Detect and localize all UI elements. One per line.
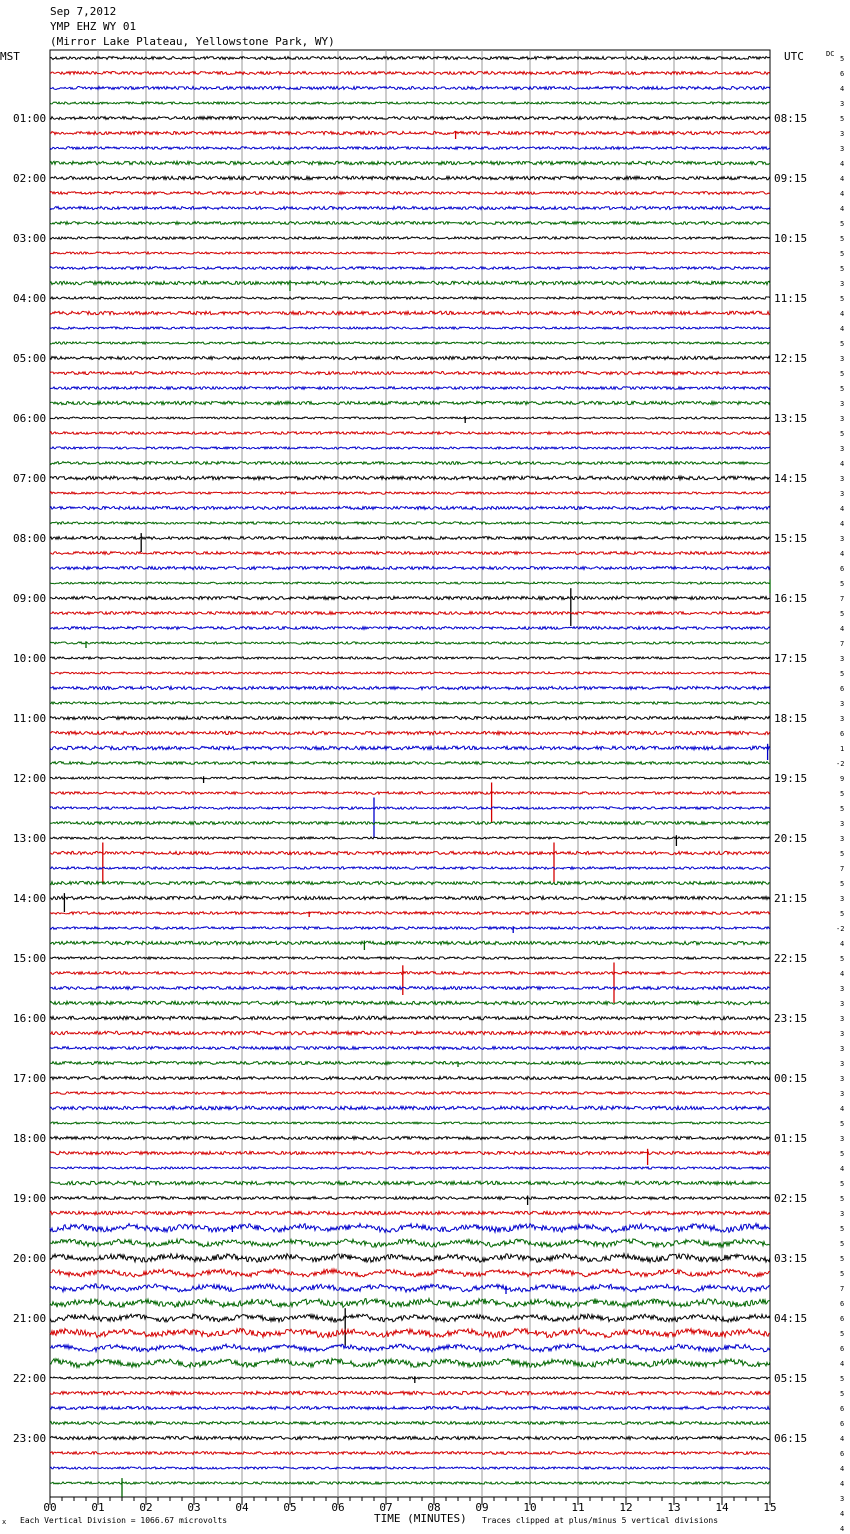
dc-offset-9: 4 (840, 190, 845, 198)
dc-offset-96: 3 (840, 1495, 845, 1503)
trace-row-79 (50, 1239, 770, 1247)
dc-offset-84: 6 (840, 1315, 845, 1323)
dc-offset-74: 4 (840, 1165, 845, 1173)
dc-offset-32: 3 (840, 535, 845, 543)
dc-offset-21: 5 (840, 370, 845, 378)
x-tick-label-03: 03 (187, 1501, 201, 1514)
dc-offset-69: 3 (840, 1090, 845, 1098)
trace-row-47 (50, 762, 770, 765)
dc-offset-1: 6 (840, 70, 845, 78)
dc-offset-30: 4 (840, 505, 845, 513)
mst-label-2300: 23:00 (13, 1432, 47, 1445)
utc-label-2115: 21:15 (774, 892, 808, 905)
trace-row-10 (50, 207, 770, 210)
utc-label-0815: 08:15 (774, 112, 808, 125)
trace-row-58 (50, 927, 770, 930)
utc-label-0315: 03:15 (774, 1252, 808, 1265)
trace-row-57 (50, 912, 770, 915)
dc-offset-72: 3 (840, 1135, 845, 1143)
utc-label-1815: 18:15 (774, 712, 808, 725)
mst-label-2200: 22:00 (13, 1372, 47, 1385)
seismic-traces (50, 57, 770, 1498)
dc-offset-37: 5 (840, 610, 845, 618)
dc-offset-50: 5 (840, 805, 845, 813)
mst-label-1600: 16:00 (13, 1012, 47, 1025)
dc-offset-11: 5 (840, 220, 845, 228)
dc-offset-52: 3 (840, 835, 845, 843)
trace-row-6 (50, 147, 770, 150)
trace-row-44 (50, 716, 770, 719)
trace-row-25 (50, 432, 770, 435)
trace-row-12 (50, 237, 770, 239)
dc-offset-79: 5 (840, 1240, 845, 1248)
dc-offset-40: 3 (840, 655, 845, 663)
dc-offset-76: 5 (840, 1195, 845, 1203)
trace-row-53 (50, 851, 770, 854)
trace-row-19 (50, 342, 770, 344)
dc-offset-56: 3 (840, 895, 845, 903)
trace-row-76 (50, 1197, 770, 1200)
trace-row-73 (50, 1151, 770, 1154)
dc-offset-54: 7 (840, 865, 845, 873)
trace-row-11 (50, 222, 770, 225)
utc-label-1615: 16:15 (774, 592, 808, 605)
trace-row-56 (50, 896, 770, 899)
dc-offset-57: 5 (840, 910, 845, 918)
trace-row-35 (50, 582, 770, 584)
dc-offset-92: 4 (840, 1435, 845, 1443)
mst-label-1000: 10:00 (13, 652, 47, 665)
trace-row-70 (50, 1106, 770, 1110)
dc-offset-10: 4 (840, 205, 845, 213)
dc-offset-25: 5 (840, 430, 845, 438)
trace-row-66 (50, 1047, 770, 1050)
dc-offset-23: 3 (840, 400, 845, 408)
mst-label-1100: 11:00 (13, 712, 47, 725)
trace-row-55 (50, 881, 770, 884)
dc-offset-12: 5 (840, 235, 845, 243)
dc-offset-61: 4 (840, 970, 845, 978)
trace-row-95 (50, 1482, 770, 1484)
mst-label-0500: 05:00 (13, 352, 47, 365)
trace-row-40 (50, 657, 770, 659)
x-tick-label-04: 04 (235, 1501, 249, 1514)
trace-row-83 (50, 1299, 770, 1308)
trace-row-68 (50, 1076, 770, 1079)
trace-row-45 (50, 731, 770, 734)
dc-offset-44: 3 (840, 715, 845, 723)
trace-row-34 (50, 567, 770, 570)
dc-offset-65: 3 (840, 1030, 845, 1038)
trace-row-5 (50, 131, 770, 134)
trace-row-93 (50, 1452, 770, 1455)
left-timezone-label: MST (0, 50, 20, 63)
trace-row-92 (50, 1436, 770, 1439)
x-tick-label-11: 11 (571, 1501, 585, 1514)
mst-label-0900: 09:00 (13, 592, 47, 605)
utc-label-1415: 14:15 (774, 472, 808, 485)
dc-offset-36: 7 (840, 595, 845, 603)
x-tick-label-12: 12 (619, 1501, 633, 1514)
trace-row-7 (50, 161, 770, 164)
dc-offset-75: 5 (840, 1180, 845, 1188)
dc-offset-97: 4 (840, 1510, 845, 1518)
trace-row-86 (50, 1344, 770, 1352)
trace-row-42 (50, 686, 770, 689)
dc-offset-89: 5 (840, 1390, 845, 1398)
x-tick-label-06: 06 (331, 1501, 345, 1514)
trace-row-78 (50, 1224, 770, 1233)
dc-offset-29: 3 (840, 490, 845, 498)
utc-label-0915: 09:15 (774, 172, 808, 185)
dc-offset-55: 5 (840, 880, 845, 888)
dc-offset-42: 6 (840, 685, 845, 693)
dc-offset-45: 6 (840, 730, 845, 738)
x-tick-label-15: 15 (763, 1501, 777, 1514)
mst-label-0400: 04:00 (13, 292, 47, 305)
trace-row-33 (50, 552, 770, 555)
dc-offset-67: 3 (840, 1060, 845, 1068)
dc-offset-18: 4 (840, 325, 845, 333)
utc-label-1915: 19:15 (774, 772, 808, 785)
dc-offset-93: 6 (840, 1450, 845, 1458)
dc-offset-66: 3 (840, 1045, 845, 1053)
dc-offset-22: 5 (840, 385, 845, 393)
trace-row-51 (50, 822, 770, 825)
dc-offset-41: 5 (840, 670, 845, 678)
trace-row-37 (50, 612, 770, 615)
trace-row-38 (50, 627, 770, 630)
dc-offset-5: 3 (840, 130, 845, 138)
trace-row-48 (50, 777, 770, 779)
trace-row-22 (50, 387, 770, 390)
dc-offset-4: 5 (840, 115, 845, 123)
x-tick-label-13: 13 (667, 1501, 681, 1514)
trace-row-43 (50, 702, 770, 704)
trace-row-61 (50, 972, 770, 975)
trace-row-90 (50, 1407, 770, 1410)
x-tick-label-08: 08 (427, 1501, 441, 1514)
trace-row-63 (50, 1001, 770, 1005)
mst-label-1300: 13:00 (13, 832, 47, 845)
dc-offset-63: 3 (840, 1000, 845, 1008)
utc-label-0415: 04:15 (774, 1312, 808, 1325)
trace-row-24 (50, 417, 770, 419)
mst-label-1800: 18:00 (13, 1132, 47, 1145)
trace-row-28 (50, 476, 770, 480)
dc-offset-78: 5 (840, 1225, 845, 1233)
dc-offset-34: 6 (840, 565, 845, 573)
trace-row-60 (50, 957, 770, 959)
utc-hour-labels (774, 112, 807, 1445)
trace-row-4 (50, 117, 770, 120)
x-tick-label-02: 02 (139, 1501, 153, 1514)
clipping-note: Traces clipped at plus/minus 5 vertical divisions (482, 1516, 719, 1525)
trace-row-23 (50, 401, 770, 404)
utc-label-0515: 05:15 (774, 1372, 808, 1385)
trace-row-31 (50, 522, 770, 524)
dc-offset-82: 7 (840, 1285, 845, 1293)
trace-row-29 (50, 492, 770, 494)
trace-row-39 (50, 642, 770, 644)
trace-row-49 (50, 792, 770, 795)
trace-row-8 (50, 176, 770, 179)
dc-offset-19: 5 (840, 340, 845, 348)
x-axis-title: TIME (MINUTES) (374, 1512, 467, 1525)
trace-row-41 (50, 672, 770, 674)
utc-label-2315: 23:15 (774, 1012, 808, 1025)
trace-row-9 (50, 192, 770, 195)
dc-offset-35: 5 (840, 580, 845, 588)
dc-offset-39: 7 (840, 640, 845, 648)
dc-header-label: DC (826, 50, 835, 58)
dc-offset-0: 5 (840, 55, 845, 63)
mst-label-0100: 01:00 (13, 112, 47, 125)
trace-row-89 (50, 1391, 770, 1394)
right-timezone-label: UTC (784, 50, 804, 63)
x-tick-label-14: 14 (715, 1501, 729, 1514)
dc-offset-95: 4 (840, 1480, 845, 1488)
mst-label-1400: 14:00 (13, 892, 47, 905)
trace-row-32 (50, 537, 770, 540)
dc-offset-51: 3 (840, 820, 845, 828)
trace-row-46 (50, 746, 770, 750)
trace-row-88 (50, 1377, 770, 1379)
trace-row-77 (50, 1211, 770, 1214)
dc-offset-91: 6 (840, 1420, 845, 1428)
trace-row-82 (50, 1284, 770, 1292)
trace-row-67 (50, 1061, 770, 1064)
utc-label-0615: 06:15 (774, 1432, 808, 1445)
x-tick-label-10: 10 (523, 1501, 537, 1514)
mst-label-1500: 15:00 (13, 952, 47, 965)
minute-gridlines (50, 50, 770, 1497)
mst-label-1900: 19:00 (13, 1192, 47, 1205)
dc-offset-48: 9 (840, 775, 845, 783)
trace-row-0 (50, 57, 770, 60)
trace-row-71 (50, 1122, 770, 1124)
dc-offset-6: 3 (840, 145, 845, 153)
dc-offset-64: 3 (840, 1015, 845, 1023)
dc-offset-24: 3 (840, 415, 845, 423)
trace-row-59 (50, 941, 770, 944)
trace-row-13 (50, 252, 770, 254)
trace-row-84 (50, 1314, 770, 1322)
trace-row-17 (50, 311, 770, 314)
x-tick-label-05: 05 (283, 1501, 297, 1514)
dc-offset-60: 5 (840, 955, 845, 963)
dc-offset-88: 5 (840, 1375, 845, 1383)
dc-offset-86: 6 (840, 1345, 845, 1353)
dc-offset-33: 4 (840, 550, 845, 558)
scale-marker: x (2, 1518, 7, 1526)
dc-offset-26: 3 (840, 445, 845, 453)
dc-offset-47: -2 (836, 760, 845, 768)
trace-row-75 (50, 1181, 770, 1185)
plot-frame (50, 50, 770, 1497)
dc-offset-71: 5 (840, 1120, 845, 1128)
utc-label-2015: 20:15 (774, 832, 808, 845)
dc-offset-87: 4 (840, 1360, 845, 1368)
trace-row-91 (50, 1422, 770, 1425)
trace-row-26 (50, 447, 770, 449)
dc-offset-68: 3 (840, 1075, 845, 1083)
mst-label-0200: 02:00 (13, 172, 47, 185)
x-tick-label-00: 00 (43, 1501, 57, 1514)
dc-offset-3: 3 (840, 100, 845, 108)
trace-row-72 (50, 1137, 770, 1140)
station-code: YMP EHZ WY 01 (50, 20, 137, 33)
dc-offset-83: 6 (840, 1300, 845, 1308)
station-location: (Mirror Lake Plateau, Yellowstone Park, WY) (50, 35, 335, 48)
dc-offset-31: 4 (840, 520, 845, 528)
dc-offset-70: 4 (840, 1105, 845, 1113)
trace-row-2 (50, 87, 770, 90)
dc-offset-80: 5 (840, 1255, 845, 1263)
mst-label-0300: 03:00 (13, 232, 47, 245)
trace-row-16 (50, 297, 770, 299)
utc-label-1315: 13:15 (774, 412, 808, 425)
dc-offset-labels (836, 55, 844, 1534)
trace-row-62 (50, 987, 770, 990)
trace-row-85 (50, 1328, 770, 1337)
dc-offset-58: -2 (836, 925, 845, 933)
dc-offset-81: 5 (840, 1270, 845, 1278)
trace-row-50 (50, 807, 770, 809)
trace-row-65 (50, 1031, 770, 1034)
dc-offset-7: 4 (840, 160, 845, 168)
trace-row-81 (50, 1269, 770, 1277)
trace-row-52 (50, 837, 770, 839)
utc-label-1515: 15:15 (774, 532, 808, 545)
trace-row-18 (50, 327, 770, 329)
dc-offset-53: 5 (840, 850, 845, 858)
dc-offset-73: 5 (840, 1150, 845, 1158)
dc-offset-59: 4 (840, 940, 845, 948)
dc-offset-2: 4 (840, 85, 845, 93)
dc-offset-17: 4 (840, 310, 845, 318)
trace-row-1 (50, 72, 770, 75)
trace-row-36 (50, 596, 770, 599)
dc-offset-20: 3 (840, 355, 845, 363)
record-date: Sep 7,2012 (50, 5, 117, 18)
dc-offset-13: 5 (840, 250, 845, 258)
utc-label-0115: 01:15 (774, 1132, 808, 1145)
dc-offset-28: 3 (840, 475, 845, 483)
trace-row-64 (50, 1016, 770, 1019)
trace-row-87 (50, 1359, 770, 1368)
trace-row-21 (50, 372, 770, 375)
mst-label-0700: 07:00 (13, 472, 47, 485)
vertical-scale-note: Each Vertical Division = 1066.67 microvolts (20, 1516, 228, 1525)
mst-hour-labels (13, 112, 46, 1445)
trace-row-20 (50, 356, 770, 359)
trace-row-74 (50, 1167, 770, 1169)
dc-offset-15: 3 (840, 280, 845, 288)
mst-label-2000: 20:00 (13, 1252, 47, 1265)
trace-row-69 (50, 1092, 770, 1094)
dc-offset-77: 3 (840, 1210, 845, 1218)
dc-offset-94: 4 (840, 1465, 845, 1473)
trace-row-54 (50, 867, 770, 869)
dc-offset-46: 1 (840, 745, 845, 753)
dc-offset-16: 5 (840, 295, 845, 303)
trace-row-14 (50, 267, 770, 270)
dc-offset-8: 4 (840, 175, 845, 183)
utc-label-1015: 10:15 (774, 232, 808, 245)
trace-row-27 (50, 462, 770, 465)
dc-offset-27: 4 (840, 460, 845, 468)
dc-offset-49: 5 (840, 790, 845, 798)
utc-label-1215: 12:15 (774, 352, 808, 365)
utc-label-0015: 00:15 (774, 1072, 808, 1085)
utc-label-0215: 02:15 (774, 1192, 808, 1205)
trace-row-3 (50, 102, 770, 104)
trace-row-80 (50, 1254, 770, 1263)
x-tick-label-01: 01 (91, 1501, 105, 1514)
utc-label-1715: 17:15 (774, 652, 808, 665)
mst-label-1200: 12:00 (13, 772, 47, 785)
trace-row-94 (50, 1467, 770, 1469)
mst-label-0800: 08:00 (13, 532, 47, 545)
dc-offset-43: 3 (840, 700, 845, 708)
dc-offset-38: 4 (840, 625, 845, 633)
trace-row-30 (50, 506, 770, 509)
utc-label-2215: 22:15 (774, 952, 808, 965)
x-tick-label-07: 07 (379, 1501, 393, 1514)
mst-label-1700: 17:00 (13, 1072, 47, 1085)
dc-offset-85: 5 (840, 1330, 845, 1338)
dc-offset-98: 4 (840, 1525, 845, 1533)
mst-label-0600: 06:00 (13, 412, 47, 425)
dc-offset-14: 5 (840, 265, 845, 273)
trace-row-15 (50, 281, 770, 284)
x-tick-label-09: 09 (475, 1501, 489, 1514)
utc-label-1115: 11:15 (774, 292, 808, 305)
mst-label-2100: 21:00 (13, 1312, 47, 1325)
dc-offset-62: 3 (840, 985, 845, 993)
dc-offset-90: 6 (840, 1405, 845, 1413)
